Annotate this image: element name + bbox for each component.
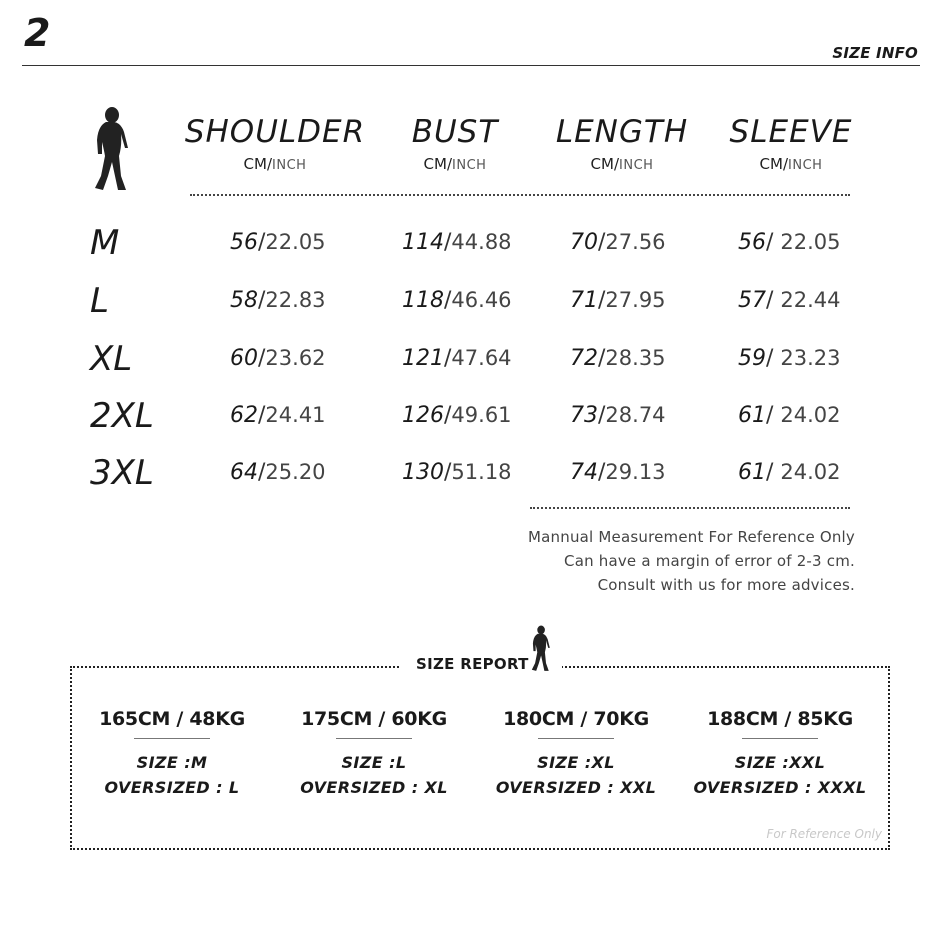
size-row-m: [90, 223, 870, 266]
size-report-entry: [690, 708, 870, 801]
height-weight: 175CM / 60KG: [301, 708, 447, 730]
recommended-size: SIZE :L: [341, 753, 407, 772]
column-title: LENGTH: [555, 114, 689, 150]
oversized-size: OVERSIZED : XXL: [495, 777, 657, 797]
length-cell: 72/28.35: [570, 346, 666, 371]
recommended-size: SIZE :M: [136, 753, 208, 772]
sleeve-cell: 57/ 22.44: [738, 288, 841, 313]
size-report-entry: [284, 708, 464, 801]
column-header-bust: [360, 114, 550, 173]
oversized-size: OVERSIZED : L: [104, 777, 240, 797]
length-cell: 74/29.13: [570, 460, 666, 485]
header-divider: [22, 65, 920, 66]
sleeve-cell: 59/ 23.23: [738, 346, 841, 371]
page-number: 2: [24, 11, 49, 55]
bust-cell: 121/47.64: [402, 346, 512, 371]
shoulder-cell: 60/23.62: [230, 346, 326, 371]
shoulder-cell: 56/22.05: [230, 230, 326, 255]
column-unit: CM/INCH: [243, 155, 307, 174]
bust-cell: 118/46.46: [402, 288, 512, 313]
size-row-l: [90, 281, 870, 324]
length-cell: 70/27.56: [570, 230, 666, 255]
shoulder-cell: 58/22.83: [230, 288, 326, 313]
shoulder-cell: 62/24.41: [230, 403, 326, 428]
bust-cell: 126/49.61: [402, 403, 512, 428]
measurement-note: Mannual Measurement For Reference Only: [528, 528, 855, 546]
height-weight: 188CM / 85KG: [707, 708, 853, 730]
size-report-entry: [486, 708, 666, 801]
size-row-2xl: [90, 396, 870, 439]
section-label: SIZE INFO: [832, 44, 918, 62]
column-title: BUST: [411, 114, 499, 150]
entry-underline: [134, 738, 210, 739]
length-cell: 73/28.74: [570, 403, 666, 428]
walking-man-silhouette-icon: [88, 106, 132, 194]
bust-cell: 130/51.18: [402, 460, 512, 485]
size-label: L: [90, 281, 109, 321]
column-header-length: [527, 114, 717, 173]
size-label: 2XL: [90, 396, 154, 436]
column-unit: CM/INCH: [590, 155, 654, 174]
sleeve-cell: 61/ 24.02: [738, 460, 841, 485]
size-row-3xl: [90, 453, 870, 496]
column-header-shoulder: [180, 114, 370, 173]
size-label: XL: [90, 339, 133, 379]
shoulder-cell: 64/25.20: [230, 460, 326, 485]
table-end-dotted-divider: [530, 507, 850, 509]
size-label: 3XL: [90, 453, 154, 493]
column-header-sleeve: [696, 114, 886, 173]
sleeve-cell: 56/ 22.05: [738, 230, 841, 255]
oversized-size: OVERSIZED : XL: [300, 777, 448, 797]
entry-underline: [336, 738, 412, 739]
consult-note: Consult with us for more advices.: [597, 576, 855, 594]
size-report-title: SIZE REPORT: [410, 655, 535, 673]
sleeve-cell: 61/ 24.02: [738, 403, 841, 428]
reference-only-note: For Reference Only: [766, 827, 882, 841]
height-weight: 180CM / 70KG: [503, 708, 649, 730]
walking-man-silhouette-icon: [528, 624, 552, 674]
recommended-size: SIZE :XXL: [734, 753, 826, 772]
entry-underline: [742, 738, 818, 739]
bust-cell: 114/44.88: [402, 230, 512, 255]
length-cell: 71/27.95: [570, 288, 666, 313]
margin-note: Can have a margin of error of 2-3 cm.: [564, 552, 855, 570]
height-weight: 165CM / 48KG: [99, 708, 245, 730]
column-unit: CM/INCH: [423, 155, 487, 174]
oversized-size: OVERSIZED : XXXL: [693, 777, 867, 797]
size-label: M: [90, 223, 120, 263]
entry-underline: [538, 738, 614, 739]
column-title: SLEEVE: [729, 114, 853, 150]
recommended-size: SIZE :XL: [537, 753, 615, 772]
size-report-entry: [82, 708, 262, 801]
header-dotted-divider: [190, 194, 850, 196]
column-title: SHOULDER: [184, 114, 366, 150]
size-row-xl: [90, 339, 870, 382]
column-unit: CM/INCH: [759, 155, 823, 174]
